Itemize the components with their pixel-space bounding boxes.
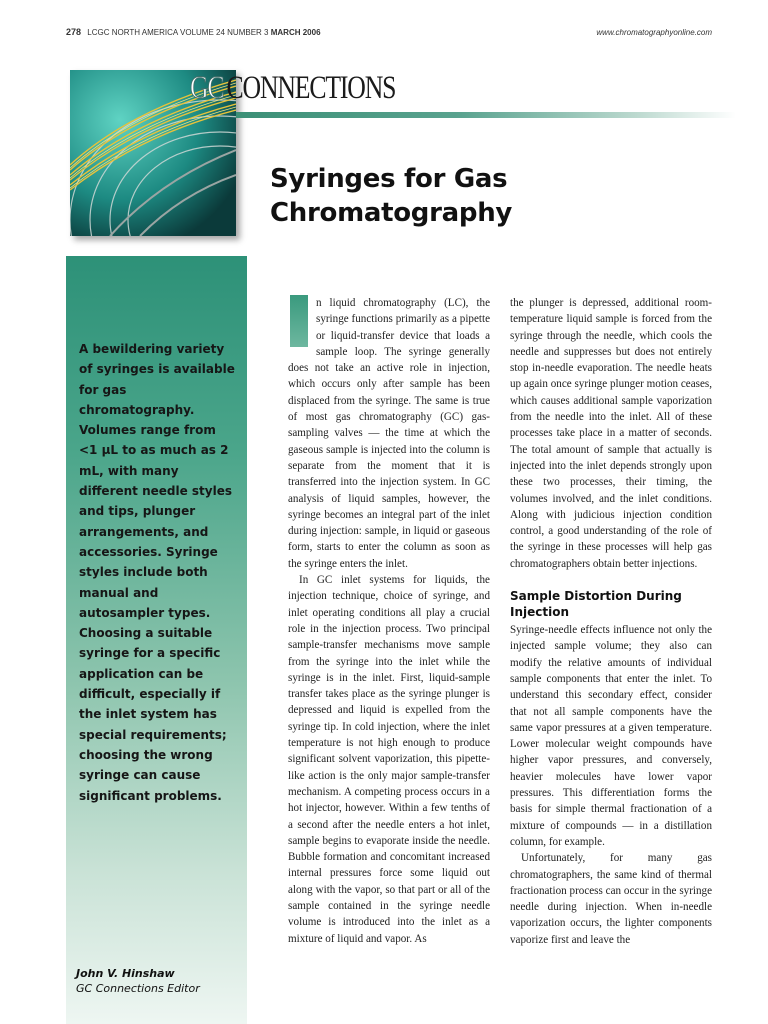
running-header bbox=[66, 27, 321, 37]
text-column-2 bbox=[510, 295, 712, 948]
section-title bbox=[190, 70, 395, 107]
website-url: www.chromatographyonline.com bbox=[596, 28, 712, 37]
article-title: Syringes for Gas Chromatography bbox=[270, 164, 513, 228]
section-title-connections: CONNECTIONS bbox=[226, 70, 396, 106]
body-paragraph: Syringe-needle effects influence not only the injected sample volume; they also can modify the relative amounts of individual sample components that enter the inlet. To understand this secondary effect, consider that not all sample components have the same vapor pressures at a given temperature. Lower molecular weight compounds have higher vapor pressures, and conversely, heavier molecules have lower vapor pressures. This differentiation forms the basis for simple thermal fractionation of a mixture of compounds — in a distillation column, for example. bbox=[510, 624, 712, 848]
pull-quote: A bewildering variety of syringes is available for gas chromatography. Volumes range from <1 µL to as much as 2 mL, with many different needle styles and tips, plunger arrangements, and accessories. Syringe styles include both manual and autosampler types. Choosing a suitable syringe for a specific application can be difficult, especially if the inlet system has special requirements; choosing the wrong syringe can cause significant problems. bbox=[79, 342, 235, 803]
issue-date: MARCH 2006 bbox=[270, 28, 321, 37]
author-role: GC Connections Editor bbox=[76, 982, 200, 995]
section-title-gc: GC bbox=[190, 70, 224, 106]
title-divider bbox=[236, 112, 736, 118]
section-heading: Sample Distortion During Injection bbox=[510, 589, 682, 620]
journal-line: LCGC NORTH AMERICA VOLUME 24 NUMBER 3 bbox=[87, 28, 269, 37]
byline bbox=[76, 966, 200, 996]
body-paragraph: the plunger is depressed, additional room-temperature liquid sample is forced from the syringe through the needle, which cools the needle and suppresses but does not entirely stop in-needle evaporation. The needle heats up again once syringe plunger motion ceases, which causes additional sample vaporization from the needle into the inlet. All of these processes take place in a matter of seconds. The total amount of sample that actually is injected into the inlet depends strongly upon these two processes, their timing, the volumes involved, and the inlet conditions. Along with judicious injection condition control, a good understanding of the role of the syringe in these processes will help gas chromatographers obtain better injections. bbox=[510, 297, 712, 570]
body-paragraph bbox=[288, 295, 490, 572]
text-column-1 bbox=[288, 295, 490, 947]
body-paragraph: Unfortunately, for many gas chromatographers, the same kind of thermal fractionation process can occur in the syringe needle during injection. When in-needle vaporization occurs, the lighter components vaporize first and leave the bbox=[510, 852, 712, 946]
drop-cap bbox=[290, 295, 308, 347]
body-paragraph: In GC inlet systems for liquids, the injection technique, choice of syringe, and inlet operating conditions all play a crucial role in the injection process. Two principal sample-transfer mechanisms move sample from the syringe into the inlet while the syringe is in the inlet. First, liquid-sample transfer takes place as the syringe plunger is depressed and liquid is expelled from the syringe tip. In cold injection, where the inlet temperature is not high enough to produce significant solvent vaporization, this pipette-like action is the only major sample-transfer mechanism. A competing process occurs in a hot injector, however. Within a few tenths of a second after the needle enters a hot inlet, sample begins to evaporate inside the needle. Bubble formation and concomitant increased internal pressures force some liquid out along with the vapor, so that part or all of the sample contained in the syringe needle volume is introduced into the inlet as a mixture of liquid and vapor. As bbox=[288, 574, 490, 945]
page-number: 278 bbox=[66, 27, 82, 37]
author-name: John V. Hinshaw bbox=[76, 967, 175, 980]
paragraph-text: n liquid chromatography (LC), the syringe functions primarily as a pipette or liquid-transfer device that loads a sample loop. The syringe generally does not take an active role in injection, which occurs only after sample has been displaced from the syringe. The same is true of most gas chromatography (GC) gas-sampling valves — the time at which the gaseous sample is injected into the column is separate from the moment that it is transferred into the injection system. In GC analysis of liquid samples, however, the syringe becomes an integral part of the inlet during injection: sample, in liquid or gaseous form, starts to enter the column as soon as the syringe enters the inlet. bbox=[288, 297, 490, 570]
